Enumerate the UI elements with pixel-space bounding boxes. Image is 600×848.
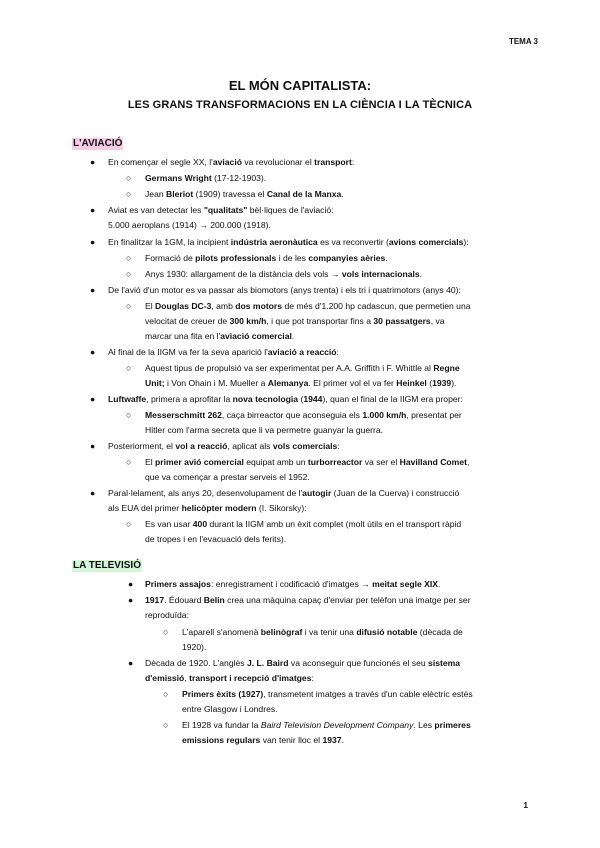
page-number: 1 — [523, 801, 528, 810]
list-item: El 1928 va fundar la Baird Television Development Company. Les primeres — [182, 720, 471, 730]
sub-bullet-icon: ○ — [126, 253, 132, 263]
bullet-icon: ● — [90, 394, 96, 404]
sub-bullet-icon: ○ — [126, 519, 132, 529]
sub-bullet-icon: ○ — [126, 173, 132, 183]
bullet-icon: ● — [90, 488, 96, 498]
page-subtitle: LES GRANS TRANSFORMACIONS EN LA CIÈNCIA I LA TÈCNICA — [127, 99, 473, 111]
list-item: Formació de pilots professionals i de les companyies aèries. — [145, 253, 388, 263]
list-item: Germans Wright (17-12-1903). — [145, 173, 267, 183]
list-item-continuation: reproduïda: — [145, 610, 189, 620]
list-item: Luftwaffe, primera a aprofitar la nova tecnologia (1944), quan el final de la IIGM era proper: — [108, 394, 463, 404]
section-heading-televisio: LA TELEVISIÓ — [73, 560, 141, 571]
list-item-continuation: als EUA del primer helicòpter modern (I. Sikorsky): — [108, 503, 307, 513]
list-item-continuation: velocitat de creuer de 300 km/h, i que pot transportar fins a 30 passatgers, va — [145, 316, 445, 326]
list-item: Jean Bleriot (1909) travessa el Canal de la Manxa. — [145, 189, 344, 199]
list-item-continuation: entre Glasgow i Londres. — [182, 704, 278, 714]
list-item: Paral·lelament, als anys 20, desenvolupament de l'autogir (Juan de la Cuerva) i construcció — [108, 488, 460, 498]
list-item-continuation: marcar una fita en l'aviació comercial. — [145, 331, 295, 341]
topic-label: TEMA 3 — [508, 37, 538, 46]
list-item: Es van usar 400 durant la IIGM amb un èxit complet (molt útils en el transport ràpid — [145, 519, 462, 529]
list-item: Primers èxits (1927), transmetent imatges a través d'un cable elèctric estès — [182, 689, 473, 699]
bullet-icon: ● — [90, 441, 96, 451]
list-item: Al final de la IIGM va fer la seva aparició l'aviació a reacció: — [108, 347, 339, 357]
list-item-continuation: de tropes i en l'evacuació dels ferits). — [145, 534, 287, 544]
sub-bullet-icon: ○ — [126, 269, 132, 279]
list-item: Aviat es van detectar les "qualitats" bèl·liques de l'aviació: — [108, 205, 334, 215]
sub-bullet-icon: ○ — [163, 689, 169, 699]
sub-bullet-icon: ○ — [163, 627, 169, 637]
list-item-continuation: Hitler com l'arma secreta que li va permetre guanyar la guerra. — [145, 425, 384, 435]
list-item: Posteriorment, el vol a reacció, aplicat als vols comercials: — [108, 441, 340, 451]
sub-bullet-icon: ○ — [126, 301, 132, 311]
list-item: Dècada de 1920. L'anglès J. L. Baird va aconseguir que funcionés el seu sistema — [145, 658, 461, 668]
section-heading-aviacio: L'AVIACIÓ — [73, 138, 123, 149]
list-item-continuation: 1920). — [182, 642, 207, 652]
list-item: En finalitzar la 1GM, la incipient indústria aeronàutica es va reconvertir (avions comercials): — [108, 237, 469, 247]
list-item-continuation: Unit; i Von Ohain i M. Mueller a Alemanya. El primer vol el va fer Heinkel (1939). — [145, 378, 457, 388]
list-item: De l'avió d'un motor es va passar als biomotors (anys trenta) i els tri i quatrimotors (anys 40): — [108, 285, 461, 295]
list-item: L'aparell s'anomenà belinògraf i va tenir una difusió notable (dècada de — [182, 627, 463, 637]
list-item: 1917. Édouard Belin crea una màquina capaç d'enviar per telèfon una imatge per ser — [145, 595, 471, 605]
sub-bullet-icon: ○ — [126, 189, 132, 199]
list-item: El Douglas DC-3, amb dos motors de més d'1.200 hp cadascun, que permetien una — [145, 301, 471, 311]
bullet-icon: ● — [128, 595, 134, 605]
list-item: El primer avió comercial equipat amb un turborreactor va ser el Havilland Comet, — [145, 457, 470, 467]
list-item: Messerschmitt 262, caça birreactor que aconseguia els 1.000 km/h, presentat per — [145, 410, 462, 420]
list-item: Primers assajos: enregistrament i codificació d'imatges → meitat segle XIX. — [145, 579, 441, 589]
bullet-icon: ● — [90, 205, 96, 215]
bullet-icon: ● — [90, 347, 96, 357]
sub-bullet-icon: ○ — [126, 457, 132, 467]
list-item: En començar el segle XX, l'aviació va revolucionar el transport: — [108, 157, 355, 167]
bullet-icon: ● — [128, 658, 134, 668]
sub-bullet-icon: ○ — [126, 363, 132, 373]
bullet-icon: ● — [90, 157, 96, 167]
list-item-continuation: d'emissió, transport i recepció d'imatges: — [145, 673, 314, 683]
bullet-icon: ● — [128, 579, 134, 589]
bullet-icon: ● — [90, 285, 96, 295]
sub-bullet-icon: ○ — [163, 720, 169, 730]
sub-bullet-icon: ○ — [126, 410, 132, 420]
page-title: EL MÓN CAPITALISTA: — [228, 78, 372, 93]
list-item-continuation: emissions regulars van tenir lloc el 1937. — [182, 735, 344, 745]
list-item: Anys 1930: allargament de la distància dels vols → vols internacionals. — [145, 269, 423, 279]
bullet-icon: ● — [90, 237, 96, 247]
list-item-continuation: 5.000 aeroplans (1914) → 200.000 (1918). — [108, 220, 271, 230]
list-item-continuation: que va començar a prestar serveis el 1952. — [145, 472, 310, 482]
list-item: Aquest tipus de propulsió va ser experimentat per A.A. Griffith i F. Whittle al Regne — [145, 363, 460, 373]
